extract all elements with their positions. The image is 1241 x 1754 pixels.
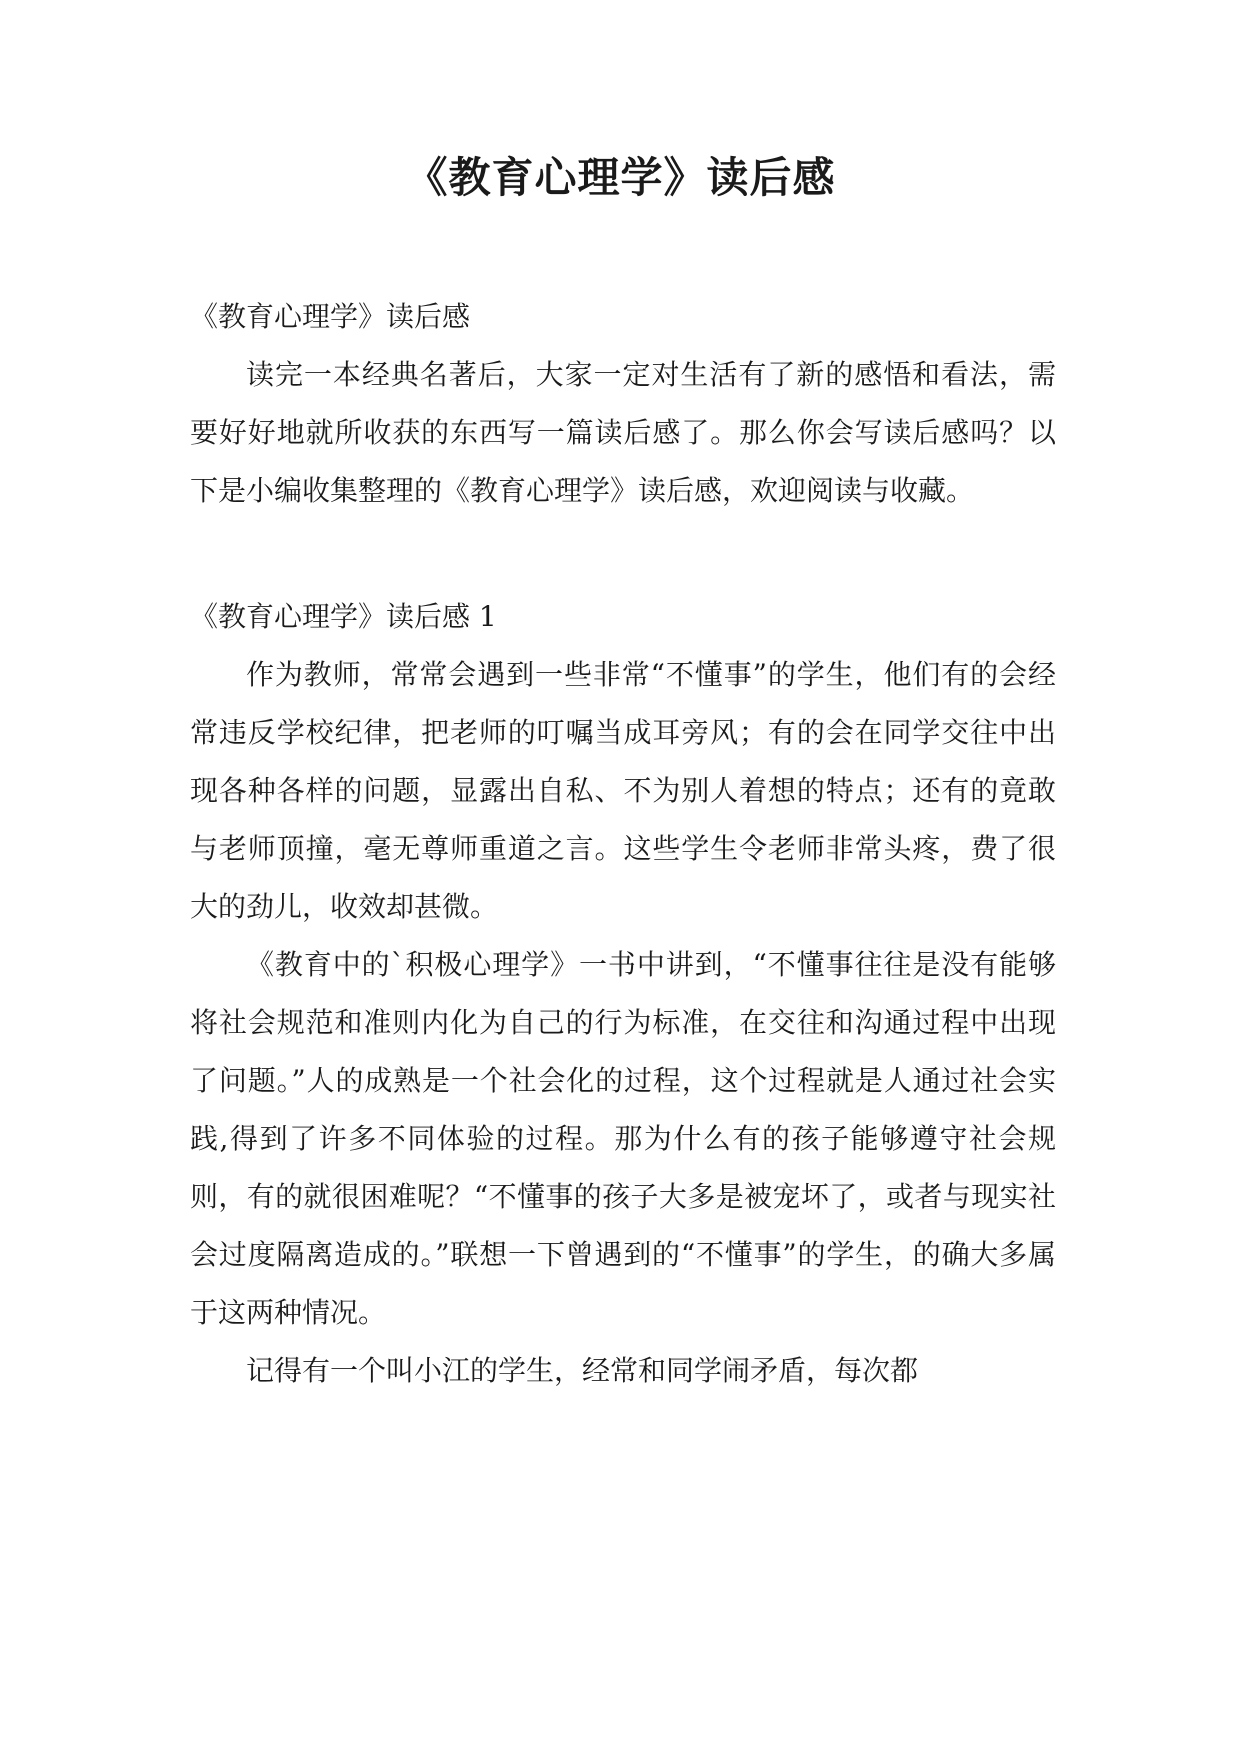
body-paragraph: 记得有一个叫小江的学生，经常和同学闹矛盾，每次都 (246, 1354, 919, 1387)
page-title: 《教育心理学》读后感 (405, 153, 836, 202)
section-spacer (190, 520, 1056, 588)
subheading: 《教育心理学》读后感 (190, 300, 471, 333)
document-body (190, 288, 1056, 1400)
section-heading: 《教育心理学》读后感 1 (190, 600, 497, 633)
body-paragraph: 《教育中的`积极心理学》一书中讲到，“不懂事往往是没有能够将社会规范和准则内化为自己的行为标准，在交往和沟通过程中出现了问题。”人的成熟是一个社会化的过程，这个过程就是人通过社会实践,得到了许多不同体验的过程。那为什么有的孩子能够遵守社会规则，有的就很困难呢？“不懂事的孩子大多是被宠坏了，或者与现实社会过度隔离造成的。”联想一下曾遇到的“不懂事”的学生，的确大多属于这两种情况。 (190, 948, 1056, 1329)
body-paragraph: 作为教师，常常会遇到一些非常“不懂事”的学生，他们有的会经常违反学校纪律，把老师的叮嘱当成耳旁风；有的会在同学交往中出现各种各样的问题，显露出自私、不为别人着想的特点；还有的竟敢与老师顶撞，毫无尊师重道之言。这些学生令老师非常头疼，费了很大的劲儿，收效却甚微。 (190, 658, 1056, 923)
intro-paragraph: 读完一本经典名著后，大家一定对生活有了新的感悟和看法，需要好好地就所收获的东西写一篇读后感了。那么你会写读后感吗？以下是小编收集整理的《教育心理学》读后感，欢迎阅读与收藏。 (190, 358, 1056, 507)
